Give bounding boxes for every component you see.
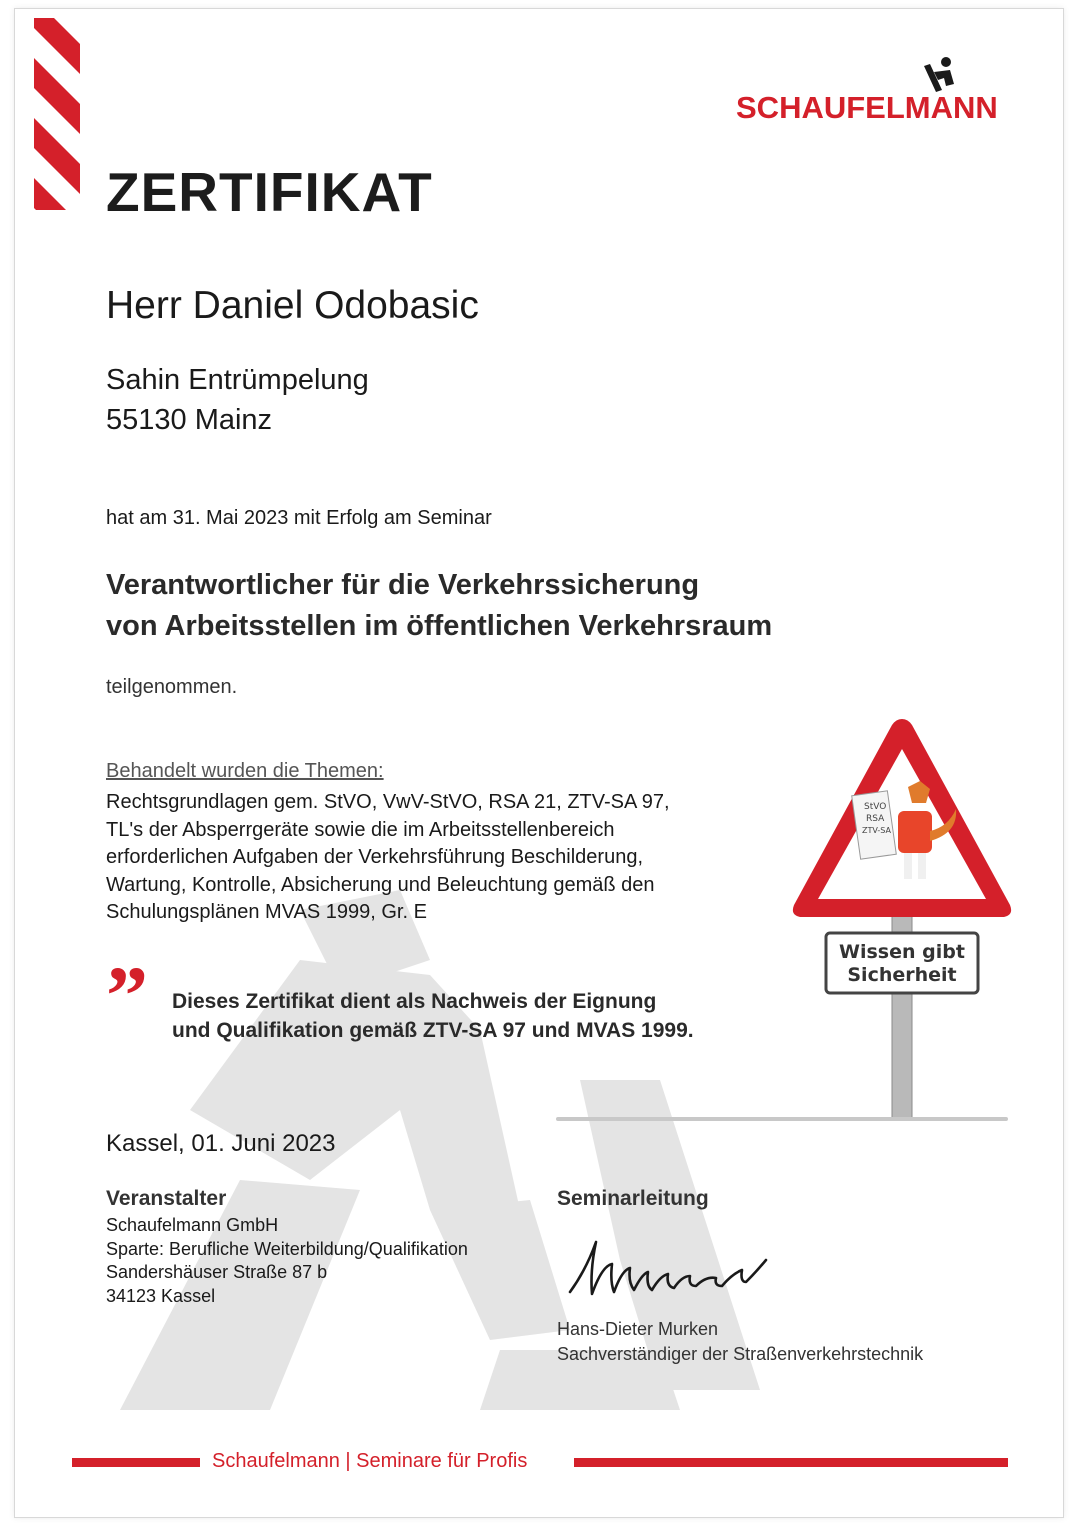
seminar-title-line-1: Verantwortlicher für die Verkehrssicherung: [106, 569, 700, 601]
certificate-title: ZERTIFIKAT: [106, 161, 433, 223]
topics-line: TL's der Absperrgeräte sowie die im Arbeitsstellenbereich: [106, 818, 615, 841]
svg-text:RSA: RSA: [866, 814, 885, 824]
topics-heading: Behandelt wurden die Themen:: [106, 760, 384, 782]
warning-sign-illustration: [780, 715, 1030, 1125]
barrier-stripe-icon: [34, 18, 80, 210]
seminar-title-line-2: von Arbeitsstellen im öffentlichen Verkehrsraum: [106, 610, 773, 642]
footer-text: Schaufelmann | Seminare für Profis: [212, 1450, 528, 1472]
organizer-line: Sandershäuser Straße 87 b: [106, 1262, 328, 1282]
organizer-heading: Veranstalter: [106, 1187, 227, 1210]
sign-plate-line-1: Wissen gibt: [839, 941, 965, 963]
topics-line: Wartung, Kontrolle, Absicherung und Beleuchtung gemäß den: [106, 873, 655, 896]
organizer-line: Sparte: Berufliche Weiterbildung/Qualifikation: [106, 1238, 468, 1259]
participated-text: teilgenommen.: [106, 676, 238, 698]
handwritten-signature: [556, 1230, 786, 1310]
sign-plate-line-2: Sicherheit: [847, 964, 957, 986]
recipient-name: Herr Daniel Odobasic: [106, 284, 479, 327]
recipient-city: 55130 Mainz: [106, 404, 273, 436]
quote-line-2: und Qualifikation gemäß ZTV-SA 97 und MVAS 1999.: [172, 1019, 694, 1042]
svg-text:StVO: StVO: [864, 802, 887, 812]
quote-mark-icon: ”: [106, 950, 148, 1043]
organizer-details: [106, 1214, 468, 1308]
place-date: Kassel, 01. Juni 2023: [106, 1130, 336, 1157]
topics-list: [106, 789, 786, 927]
seminar-lead-name: Hans-Dieter Murken: [557, 1319, 719, 1339]
ground-line: [556, 1117, 1008, 1121]
organizer-line: Schaufelmann GmbH: [106, 1215, 279, 1235]
topics-line: erforderlichen Aufgaben der Verkehrsführung Beschilderung,: [106, 846, 644, 868]
footer-bar-right: [574, 1458, 1008, 1467]
intro-text: hat am 31. Mai 2023 mit Erfolg am Seminar: [106, 507, 492, 529]
footer-bar-left: [72, 1458, 200, 1467]
qualification-quote: [172, 987, 694, 1045]
logo-text: SCHAUFELMANN: [736, 90, 998, 125]
seminar-lead: [557, 1317, 923, 1367]
seminar-lead-heading: Seminarleitung: [557, 1187, 709, 1210]
organizer-line: 34123 Kassel: [106, 1285, 216, 1306]
seminar-lead-title: Sachverständiger der Straßenverkehrstechnik: [557, 1344, 924, 1364]
recipient-address: [106, 360, 369, 440]
topics-line: Schulungsplänen MVAS 1999, Gr. E: [106, 901, 427, 923]
schaufelmann-logo: [736, 56, 1036, 126]
topics-line: Rechtsgrundlagen gem. StVO, VwV-StVO, RSA 21, ZTV-SA 97,: [106, 791, 670, 813]
svg-text:ZTV-SA: ZTV-SA: [862, 826, 891, 835]
recipient-company: Sahin Entrümpelung: [106, 364, 369, 396]
seminar-title: [106, 565, 772, 647]
quote-line-1: Dieses Zertifikat dient als Nachweis der Eignung: [172, 990, 657, 1013]
